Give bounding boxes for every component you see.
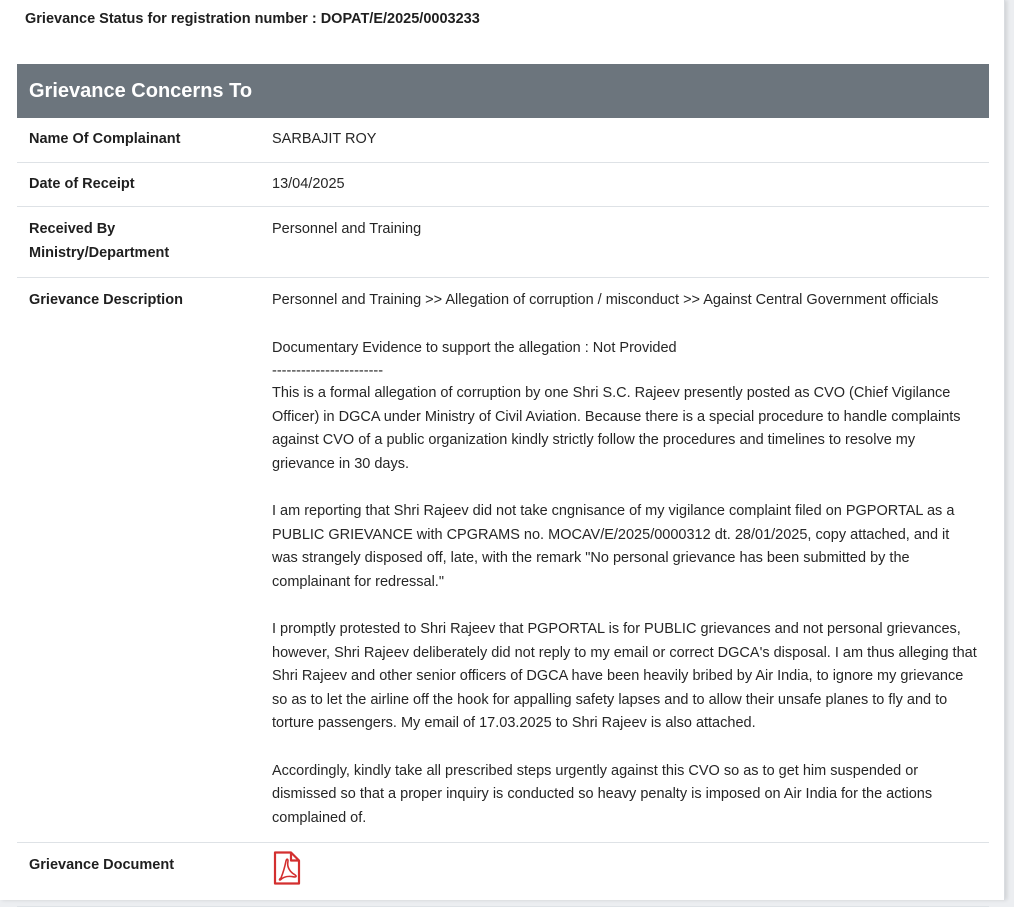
- registration-title: Grievance Status for registration number : DOPAT/E/2025/0003233: [25, 11, 480, 27]
- grievance-document-value: [260, 843, 989, 907]
- table-row: [17, 843, 989, 907]
- description-category-path: Personnel and Training >> Allegation of corruption / misconduct >> Against Central Government officials: [272, 292, 939, 308]
- complainant-name-value: SARBAJIT ROY: [260, 118, 989, 162]
- grievance-details-table: [17, 118, 989, 907]
- complainant-name-label: Name Of Complainant: [17, 118, 260, 162]
- date-of-receipt-label: Date of Receipt: [17, 162, 260, 207]
- grievance-document-label: Grievance Document: [17, 843, 260, 907]
- section-header: Grievance Concerns To: [17, 64, 989, 118]
- received-by-value: Personnel and Training: [260, 207, 989, 278]
- description-paragraph-4: Accordingly, kindly take all prescribed steps urgently against this CVO so as to get him suspended or dismissed so that a proper inquiry is conducted so heavy penalty is imposed on Air India for the actions complained of.: [272, 762, 933, 826]
- description-paragraph-2: I am reporting that Shri Rajeev did not take cngnisance of my vigilance complaint filed on PGPORTAL as a PUBLIC GRIEVANCE with CPGRAMS no. MOCAV/E/2025/0000312 dt. 28/01/2025, copy attached, and it was strangely disposed off, late, with the remark "No personal grievance has been submitted by the complainant for redressal.": [272, 503, 955, 590]
- table-row: [17, 118, 989, 162]
- table-row: [17, 162, 989, 207]
- pdf-file-icon[interactable]: [272, 851, 302, 885]
- received-by-label: [17, 207, 260, 278]
- table-row: [17, 278, 989, 843]
- description-paragraph-1: This is a formal allegation of corruption by one Shri S.C. Rajeev presently posted as CVO (Chief Vigilance Officer) in DGCA under Ministry of Civil Aviation. Because there is a special procedure to handle complaints against CVO of a public organization kindly strictly follow the procedures and timelines to resolve my grievance in 30 days.: [272, 385, 961, 472]
- received-by-label-line1: Received By: [29, 221, 116, 237]
- description-separator: -----------------------: [272, 363, 384, 379]
- table-row: [17, 207, 989, 278]
- description-evidence: Documentary Evidence to support the allegation : Not Provided: [272, 339, 677, 356]
- received-by-label-line2: Ministry/Department: [29, 244, 170, 261]
- date-of-receipt-value: 13/04/2025: [260, 162, 989, 207]
- description-paragraph-3: I promptly protested to Shri Rajeev that PGPORTAL is for PUBLIC grievances and not personal grievances, however, Shri Rajeev deliberately did not reply to my email or correct DGCA's disposal. I am thus alleging that Shri Rajeev and other senior officers of DGCA have been heavily bribed by Air India, to ignore my grievance so as to let the airline off the hook for appalling safety lapses and to allow their unsafe planes to fly and to torture passengers. My email of 17.03.2025 to Shri Rajeev is also attached.: [272, 621, 977, 731]
- grievance-description-label: Grievance Description: [17, 278, 260, 843]
- grievance-description-value: [260, 278, 989, 843]
